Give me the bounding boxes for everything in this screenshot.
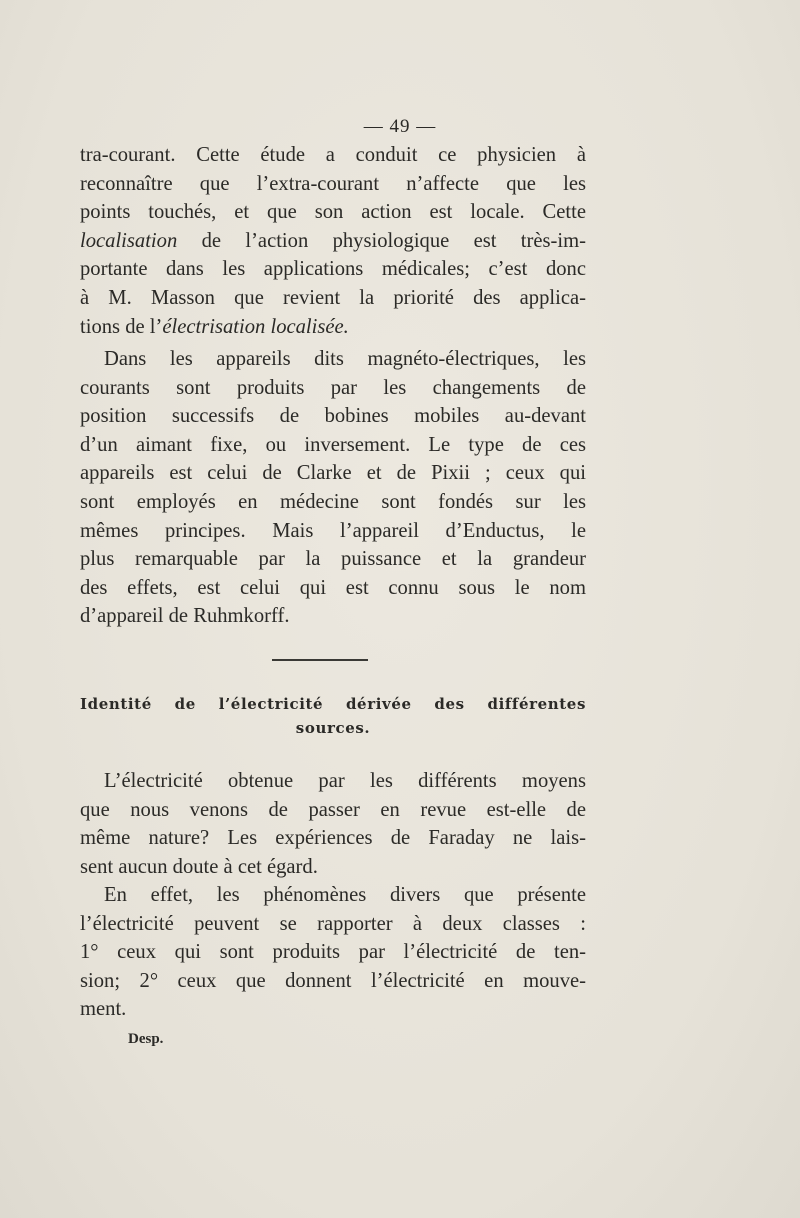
section-heading — [80, 692, 586, 740]
text-line — [80, 602, 586, 631]
text-line — [80, 767, 586, 796]
text-run: de l’action physiologique est très-im- — [177, 229, 586, 252]
text-line — [80, 824, 586, 853]
text-line — [80, 459, 586, 488]
text-line — [80, 574, 586, 603]
text-line — [80, 517, 586, 546]
text-run: que nous venons de passer en revue est-elle de — [80, 798, 586, 821]
text-line — [80, 374, 586, 403]
section-heading-line-1: Identité de l’électricité dérivée des différentes — [80, 695, 586, 713]
text-run: ment. — [80, 998, 127, 1021]
text-line — [80, 255, 586, 284]
text-run: tions de l’ — [80, 315, 163, 338]
text-line — [80, 995, 586, 1024]
page-number: — 49 — — [363, 116, 437, 137]
paragraph-1 — [80, 141, 586, 341]
paragraph-4 — [80, 881, 586, 1024]
text-run: des effets, est celui qui est connu sous le nom — [80, 576, 586, 599]
text-line — [80, 938, 586, 967]
text-run: Dans les appareils dits magnéto-électriques, les — [104, 348, 586, 370]
section-heading-line-2: sources. — [295, 719, 371, 737]
text-run: d’un aimant fixe, ou inversement. Le type de ces — [80, 433, 586, 456]
italic-text: localisation — [80, 229, 178, 252]
text-line — [80, 345, 586, 374]
text-line — [80, 967, 586, 996]
text-run: sont employés en médecine sont fondés sur les — [80, 490, 586, 513]
text-line — [80, 198, 586, 227]
text-line — [80, 170, 586, 199]
text-run: l’électricité peuvent se rapporter à deux classes : — [80, 912, 586, 935]
text-run: plus remarquable par la puissance et la grandeur — [80, 548, 586, 571]
text-run: position successifs de bobines mobiles au-devant — [80, 405, 586, 428]
text-run: 1° ceux qui sont produits par l’électricité de ten- — [80, 941, 586, 964]
text-run: reconnaître que l’extra-courant n’affecte que les — [80, 172, 586, 195]
text-line — [80, 227, 586, 256]
text-line — [80, 141, 586, 170]
paragraph-2 — [80, 345, 586, 631]
text-line — [80, 488, 586, 517]
signature-mark: Desp. — [128, 1031, 164, 1047]
text-line — [80, 545, 586, 574]
text-run: L’électricité obtenue par les différents moyens — [104, 770, 586, 792]
text-run: tra-courant. Cette étude a conduit ce physicien à — [80, 144, 586, 166]
text-run: portante dans les applications médicales; c’est donc — [80, 258, 586, 281]
italic-text: électrisation localisée. — [162, 315, 349, 338]
text-run: courants sont produits par les changements de — [80, 376, 586, 399]
text-run: sent aucun doute à cet égard. — [80, 855, 318, 878]
text-run: points touchés, et que son action est locale. Cette — [80, 201, 586, 224]
paragraph-3 — [80, 767, 586, 881]
text-run: à M. Masson que revient la priorité des applica- — [80, 286, 586, 309]
text-run: sion; 2° ceux que donnent l’électricité en mouve- — [80, 969, 586, 992]
section-divider — [272, 659, 368, 661]
text-line — [80, 402, 586, 431]
text-line — [80, 853, 586, 882]
text-run: d’appareil de Ruhmkorff. — [80, 605, 290, 628]
text-line — [80, 796, 586, 825]
text-run: même nature? Les expériences de Faraday ne lais- — [80, 827, 586, 850]
text-line — [80, 284, 586, 313]
text-run: mêmes principes. Mais l’appareil d’Enductus, le — [80, 519, 586, 542]
text-line — [80, 910, 586, 939]
text-line — [80, 881, 586, 910]
text-line — [80, 313, 586, 342]
text-line — [80, 431, 586, 460]
text-run: appareils est celui de Clarke et de Pixii ; ceux qui — [80, 462, 586, 485]
text-run: En effet, les phénomènes divers que présente — [104, 884, 586, 906]
